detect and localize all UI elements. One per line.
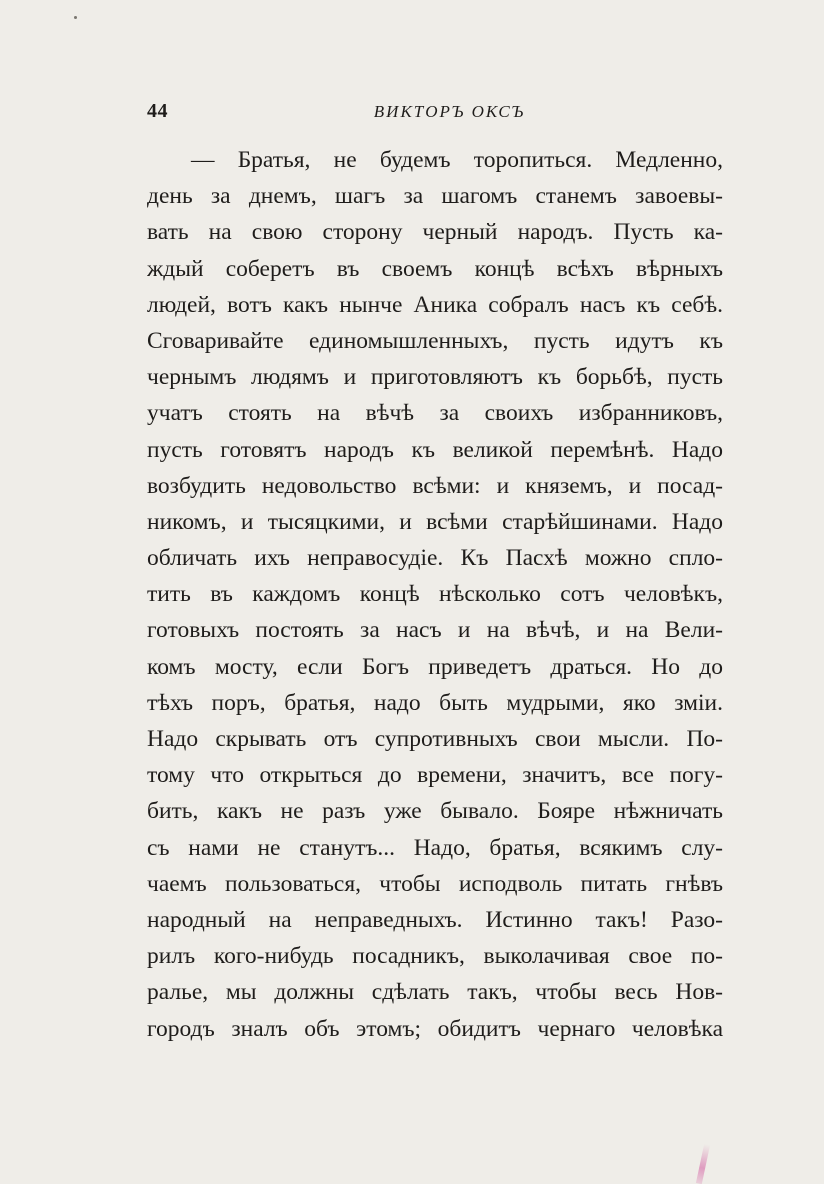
text-line: возбудить недовольство всѣми: и княземъ, и посад- <box>147 472 723 499</box>
text-line: рилъ кого-нибудь посадникъ, выколачивая свое по- <box>147 943 723 970</box>
text-line: вать на свою сторону черный народъ. Пусть ка- <box>147 219 723 246</box>
body-text <box>147 142 723 1047</box>
text-line: ждый соберетъ въ своемъ концѣ всѣхъ вѣрныхъ <box>147 255 723 282</box>
text-line: народный на неправедныхъ. Истинно такъ! Разо- <box>147 906 723 933</box>
running-head: ВИКТОРЪ ОКСЪ <box>373 102 526 121</box>
page-header <box>147 100 722 128</box>
text-line: тѣхъ поръ, братья, надо быть мудрыми, яко зміи. <box>147 689 723 716</box>
text-line: съ нами не станутъ... Надо, братья, всякимъ слу- <box>147 834 723 861</box>
text-line: пусть готовятъ народъ къ великой перемѣнѣ. Надо <box>147 436 723 463</box>
paper-speck <box>74 16 77 19</box>
text-line: тому что открыться до времени, значитъ, все погу- <box>147 762 723 789</box>
text-line: людей, вотъ какъ нынче Аника собралъ насъ къ себѣ. <box>147 291 723 318</box>
text-line: — Братья, не будемъ торопиться. Медленно, <box>191 147 723 173</box>
text-line: день за днемъ, шагъ за шагомъ станемъ завоевы- <box>147 183 723 210</box>
text-line: бить, какъ не разъ уже бывало. Бояре нѣжничать <box>147 798 723 825</box>
text-line: готовыхъ постоять за насъ и на вѣчѣ, и на Вели- <box>147 617 723 644</box>
text-line: никомъ, и тысяцкими, и всѣми старѣйшинами. Надо <box>147 508 723 535</box>
text-line: городъ зналъ объ этомъ; обидитъ чернаго человѣка <box>147 1015 723 1042</box>
text-line: ралье, мы должны сдѣлать такъ, чтобы весь Нов- <box>147 979 723 1006</box>
text-line: комъ мосту, если Богъ приведетъ драться. Но до <box>147 653 723 680</box>
text-line: чаемъ пользоваться, чтобы исподволь питать гнѣвъ <box>147 870 723 897</box>
page-number: 44 <box>147 100 168 122</box>
ink-mark <box>696 1144 710 1184</box>
text-line: чернымъ людямъ и приготовляютъ къ борьбѣ, пусть <box>147 364 723 391</box>
text-line: Сговаривайте единомышленныхъ, пусть идутъ къ <box>147 327 723 354</box>
text-line: учатъ стоять на вѣчѣ за своихъ избранниковъ, <box>147 400 723 427</box>
text-line: обличать ихъ неправосудіе. Къ Пасхѣ можно спло- <box>147 545 723 572</box>
text-line: Надо скрывать отъ супротивныхъ свои мысли. По- <box>147 726 723 752</box>
text-line: тить въ каждомъ концѣ нѣсколько сотъ человѣкъ, <box>147 581 723 608</box>
